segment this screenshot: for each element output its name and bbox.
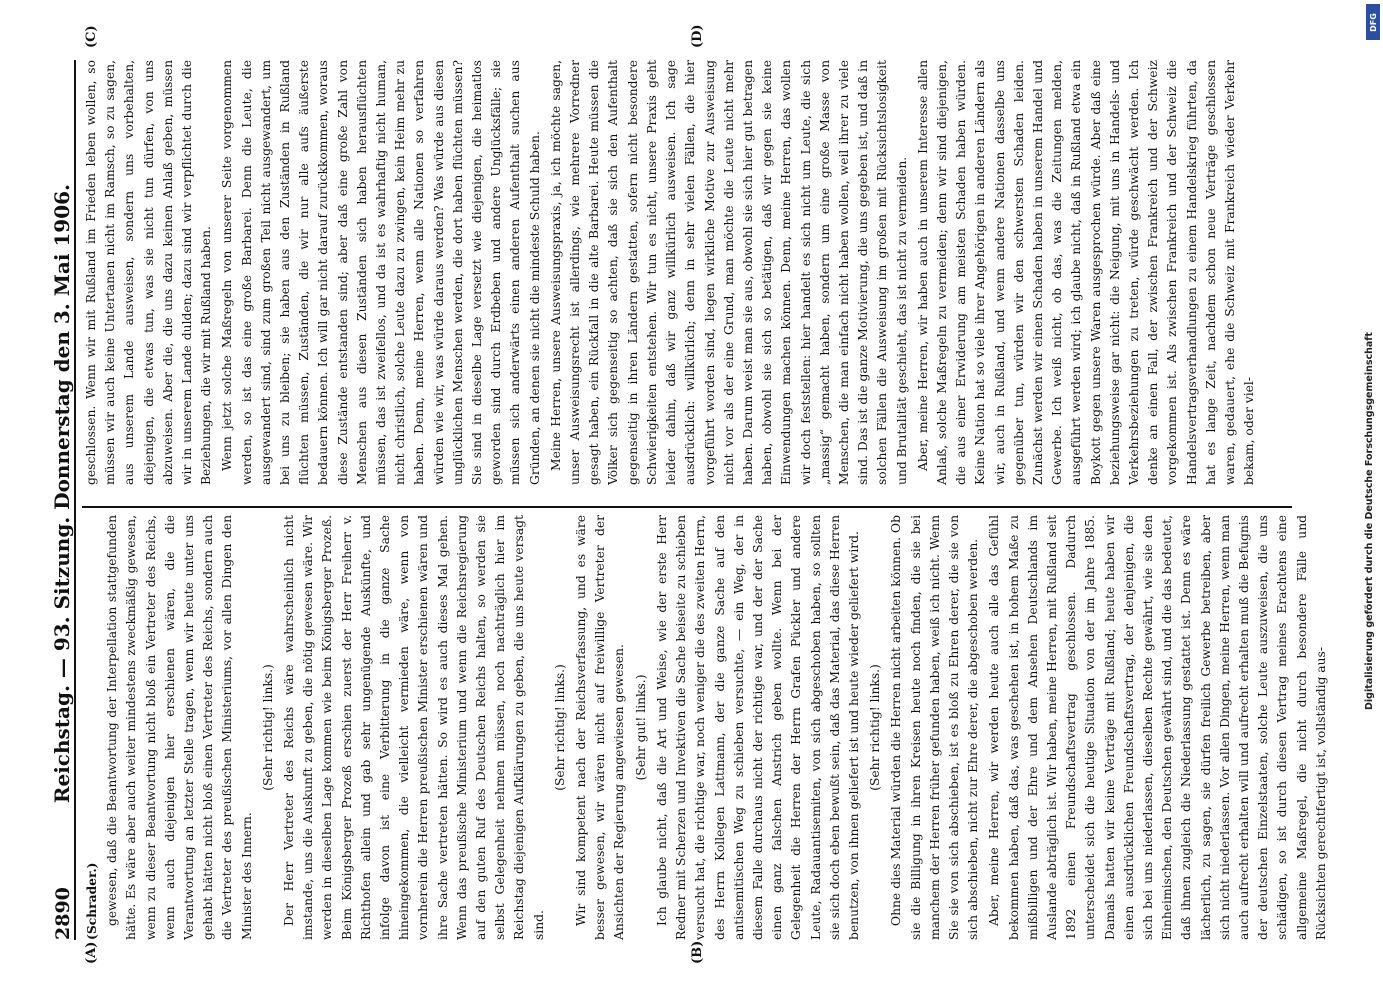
interjection: (Sehr gut! links.): [633, 674, 648, 781]
dfg-logo: DFG: [1366, 4, 1380, 40]
paragraph: Aber, meine Herren, wir werden heute auch alle das Gefühl bekommen haben, daß das, was geschehen ist, in hohem Maße zu mißbilligen und der Ehre und dem Ansehen Deutschlands im Auslande abträglich ist. Wir haben, meine Herren, mit Rußland seit 1892 einen Freundschaftsvertrag geschlossen. Dadurch unterscheidet sich die heutige Situation von der im Jahre 1885. Damals hatten wir keine Verträge mit Rußland; heute haben wir einen ausdrücklichen Freundschaftsvertrag, der denjenigen, die sich bei uns niederlassen, dieselben Rechte gewährt, wie sie den Einheimischen, den Deutschen gewährt sind, und die das bedeutet, daß ihnen zugleich die Niederlassung gestattet ist. Denn es wäre lächerlich, zu sagen, sie dürfen freilich Gewerbe betreiben, aber sich nicht niederlassen. Vor allen Dingen, meine Herren, wenn man auch aufrecht erhalten will und aufrecht erhalten muß die Befugnis der deutschen Einzelstaaten, solche Leute auszuweisen, die uns schädigen, so ist durch diesen Vertrag meines Erachtens eine allgemeine Maßregel, die nicht durch besondere Fälle und Rücksichten gerechtfertigt ist, vollständig aus-: [987, 515, 1328, 940]
interjection: (Sehr richtig! links.): [552, 664, 567, 791]
credit-text: Digitalisierung gefördert durch die Deutsche Forschungsgemeinschaft: [1364, 332, 1375, 710]
interjection: (Sehr richtig! links.): [868, 664, 883, 791]
page-header: [40, 60, 76, 940]
speaker-label: (Schrader.): [84, 862, 99, 940]
interjection: (Sehr richtig! links.): [260, 664, 275, 791]
margin-marker-c: (C): [84, 25, 99, 48]
paragraph: gewesen, daß die Beantwortung der Interpellation stattgefunden hätte. Es wäre aber auch weiter mindestens zweckmäßig gewesen, wenn zu dieser Beantwortung nicht bloß ein Vertreter des Reichs, wenn auch diejenigen hier erschienen wären, die die Verantwortung an letzter Stelle tragen, wenn wir heute unter uns gehabt hätten nicht bloß einen Vertreter des Reichs, sondern auch die Vertreter des preußischen Ministeriums, vor allen Dingen den Minister des Innern.: [105, 515, 254, 940]
paragraph: Meine Herren, unsere Ausweisungspraxis, ja, ich möchte sagen, unser Ausweisungsrecht ist allerdings, wie mehrere Vorredner gesagt haben, ein Rückfall in die alte Barbarei. Heute müssen die Völker sich gegenseitig so achten, daß sie sich den Aufenthalt gegenseitig in ihren Ländern gestatten, sofern nicht besondere Schwierigkeiten entstehen. Wir tun es nicht, unsere Praxis geht leider dahin, daß wir ganz willkürlich ausweisen. Ich sage ausdrücklich: willkürlich; denn in sehr vielen Fällen, die hier vorgeführt worden sind, liegen wirkliche Motive zur Ausweisung nicht vor als der eine Grund, man möchte die Leute nicht mehr haben. Darum weist man sie aus, obwohl sie sich hier gut betragen haben, obwohl sie sich so betätigen, daß wir gegen sie keine Einwendungen machen können. Denn, meine Herren, das wollen wir doch feststellen: hier handelt es sich nicht um Leute, die sich „massig“ gemacht haben, sondern um eine große Masse von Menschen, die man einfach nicht haben wollen, weil ihrer zu viele sind. Das ist die ganze Motivierung, die uns gegeben ist, und daß in solchen Fällen die Ausweisung im großen mit Rücksichtslosigkeit und Brutalität geschieht, das ist nicht zu vermeiden.: [548, 60, 909, 485]
page-number: 2890: [52, 887, 74, 940]
margin-marker-b: (B): [690, 940, 705, 964]
digitization-credit: [1364, 10, 1380, 710]
margin-marker-a: (A): [84, 941, 99, 964]
right-column: [82, 60, 1292, 485]
paragraph: Ich glaube nicht, daß die Art und Weise, wie der erste Herr Redner mit Scherzen und Invektiven die Sache beiseite zu schieben versucht hat, die richtige war, noch weniger die des zweiten Herrn, des Herrn Kollegen Lattmann, der die ganze Sache auf den antisemitischen Weg zu schieben versuchte, — ein Weg, der in diesem Falle durchaus nicht der richtige war, und der der Sache einen ganz falschen Anstrich geben wollte. Wenn bei der Gelegenheit die Herren der Herrn Grafen Pückler und andere Leute, Radauantisemiten, von sich abgeschoben haben, so sollten sie sich doch eben bewußt sein, daß das Material, das diese Herren benutzen, von ihnen geliefert ist und heute wieder geliefert wird.: [654, 515, 861, 940]
page-title: Reichstag. — 93. Sitzung. Donnerstag den 3. Mai 1906.: [50, 183, 74, 804]
paragraph: Aber, meine Herren, wir haben auch in unserem Interesse allen Anlaß, solche Maßregeln zu vermeiden; denn wir sind diejenigen, die aus einer Erwiderung am meisten Schaden haben würden. Keine Nation hat so viele ihrer Angehörigen in anderen Ländern als wir, auch in Rußland, und wenn andere Nationen dasselbe uns gegenüber tun, würden wir den schwersten Schaden leiden. Zunächst werden wir einen Schaden haben in unserem Handel und Gewerbe. Ich weiß nicht, ob das, was die Zeitungen melden, ausgeführt werden wird; ich glaube nicht, daß in Rußland etwa ein Boykott gegen unsere Waren ausgesprochen würde. Aber daß eine beziehungsweise gar nicht: die Neigung, mit uns in Handels- und Verkehrsbeziehungen zu treten, würde geschwächt werden. Ich denke an einen Fall, der zwischen Frankreich und der Schweiz vorgekommen ist. Als zwischen Frankreich und der Schweiz die Handelsvertragsverhandlungen zu einem Handelskrieg führten, da hat es lange Zeit, nachdem schon neue Verträge geschlossen waren, gedauert, ehe die Schweiz mit Frankreich wieder Verkehr bekam, oder viel-: [915, 60, 1257, 485]
paragraph: Wir sind kompetent nach der Reichsverfassung, und es wäre besser gewesen, wir wären nicht auf freiwillige Vertreter der Ansichten der Regierung angewiesen gewesen.: [574, 515, 627, 940]
margin-marker-d: (D): [690, 24, 705, 48]
paragraph: Ohne dies Material würden die Herren nicht arbeiten können. Ob sie die Billigung in ihren Kreisen heute noch finden, die sie bei manchem der Herren früher gefunden haben, weiß ich nicht. Wenn Sie sie von sich abschieben, ist es bloß zu Ehren derer, die sie von sich abschieben, nicht zur Ehre derer, die abgeschoben werden.: [889, 515, 981, 940]
paragraph: geschlossen. Wenn wir mit Rußland im Frieden leben wollen, so müssen wir auch keine Untertanen nicht im Ramsch, so zu sagen, aus unserem Lande ausweisen, sondern uns vorbehalten, diejenigen, die etwas tun, was sie nicht tun dürfen, von uns abzuweisen. Aber die, die uns dazu keinen Anlaß geben, müssen wir in unserem Lande dulden; dazu sind wir verpflichtet durch die Beziehungen, die wir mit Rußland haben.: [84, 60, 214, 485]
left-column: [82, 515, 1328, 940]
column-divider: [82, 506, 1292, 508]
paragraph: Der Herr Vertreter des Reichs wäre wahrscheinlich nicht imstande, uns die Auskunft zu geben, die nötig gewesen wäre. Wir werden in dieselben Lage kommen wie beim Königsberger Prozeß. Beim Königsberger Prozeß erschien zuerst der Herr Freiherr v. Richthofen allein und gab sehr ungenügende Auskünfte, und infolge davon ist eine Verbitterung in die ganze Sache hineingekommen, die vielleicht vermieden wäre, wenn von vornherein die Herren preußischen Minister erschienen wären und ihre Sache vertreten hätten. So wird es auch dieses Mal gehen. Wenn das preußische Ministerium und wenn die Reichsregierung auf den guten Ruf des Deutschen Reichs halten, so werden sie selbst Gelegenheit nehmen müssen, noch nachträglich hier im Reichstag diejenigen Aufklärungen zu geben, die uns heute versagt sind.: [282, 515, 546, 940]
paragraph: Wenn jetzt solche Maßregeln von unserer Seite vorgenommen werden, so ist das eine große Barbarei. Denn die Leute, die ausgewandert sind, sind zum großen Teil nicht ausgewandert, um bei uns zu bleiben; sie haben aus den Zuständen in Rußland flüchten müssen, Zuständen, die wir nur alle aufs äußerste bedauern können. Ich will gar nicht darauf zurückkommen, woraus diese Zustände entstanden sind; aber daß eine große Zahl von Menschen aus diesen Zuständen sich haben herausflüchten müssen, das ist zweifellos, und da ist es wahrhaftig nicht human, nicht christlich, solche Leute dazu zu zwingen, kein Heim mehr zu haben. Denn, meine Herren, wenn alle Nationen so verfahren würden wie wir, was würde daraus werden? Was würde aus diesen unglücklichen Menschen werden, die dort haben flüchten müssen? Sie sind in dieselbe Lage versetzt wie diejenigen, die heimatlos geworden sind durch Erdbeben und andere Unglücksfälle; sie müssen sich anderwärts einen anderen Aufenthalt suchen aus Gründen, an denen sie nicht die mindeste Schuld haben.: [220, 60, 542, 485]
